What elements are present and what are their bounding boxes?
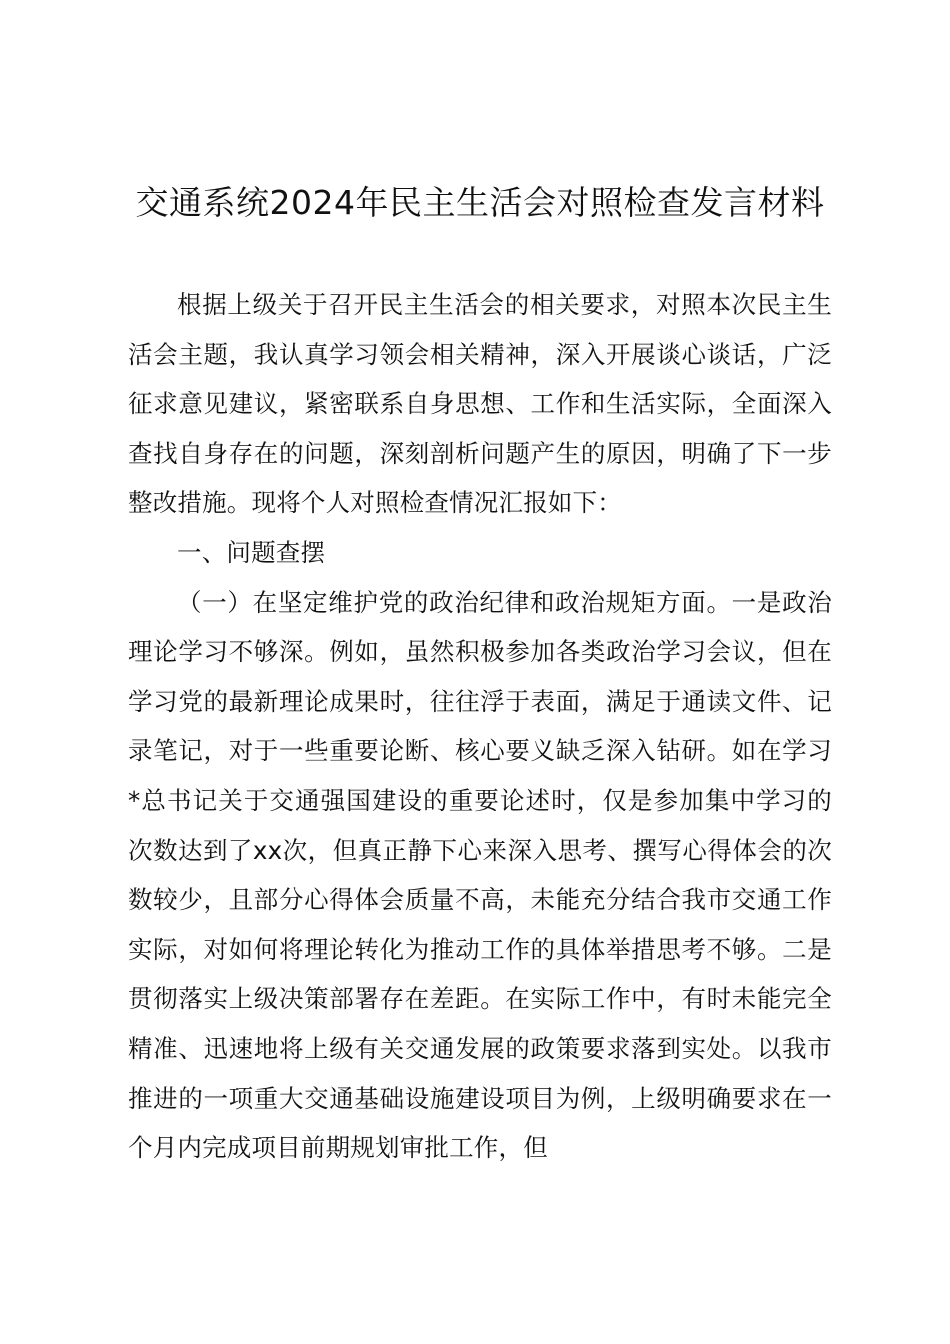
paragraph-intro: 根据上级关于召开民主生活会的相关要求，对照本次民主生活会主题，我认真学习领会相关精神，深入开展谈心谈话，广泛征求意见建议，紧密联系自身思想、工作和生活实际，全面深入查找自身存在的问题，深刻剖析问题产生的原因，明确了下一步整改措施。现将个人对照检查情况汇报如下： <box>128 290 832 518</box>
section-heading: 一、问题查摆 <box>177 537 326 567</box>
document-title: 交通系统2024年民主生活会对照检查发言材料 <box>135 183 825 223</box>
document-body <box>128 280 832 1173</box>
paragraph-political-discipline: （一）在坚定维护党的政治纪律和政治规矩方面。一是政治理论学习不够深。例如，虽然积极参加各类政治学习会议，但在学习党的最新理论成果时，往往浮于表面，满足于通读文件、记录笔记，对于一些重要论断、核心要义缺乏深入钻研。如在学习*总书记关于交通强国建设的重要论述时，仅是参加集中学习的次数达到了xx次，但真正静下心来深入思考、撰写心得体会的次数较少，且部分心得体会质量不高，未能充分结合我市交通工作实际，对如何将理论转化为推动工作的具体举措思考不够。二是贯彻落实上级决策部署存在差距。在实际工作中，有时未能完全精准、迅速地将上级有关交通发展的政策要求落到实处。以我市推进的一项重大交通基础设施建设项目为例，上级明确要求在一个月内完成项目前期规划审批工作，但 <box>128 587 832 1163</box>
